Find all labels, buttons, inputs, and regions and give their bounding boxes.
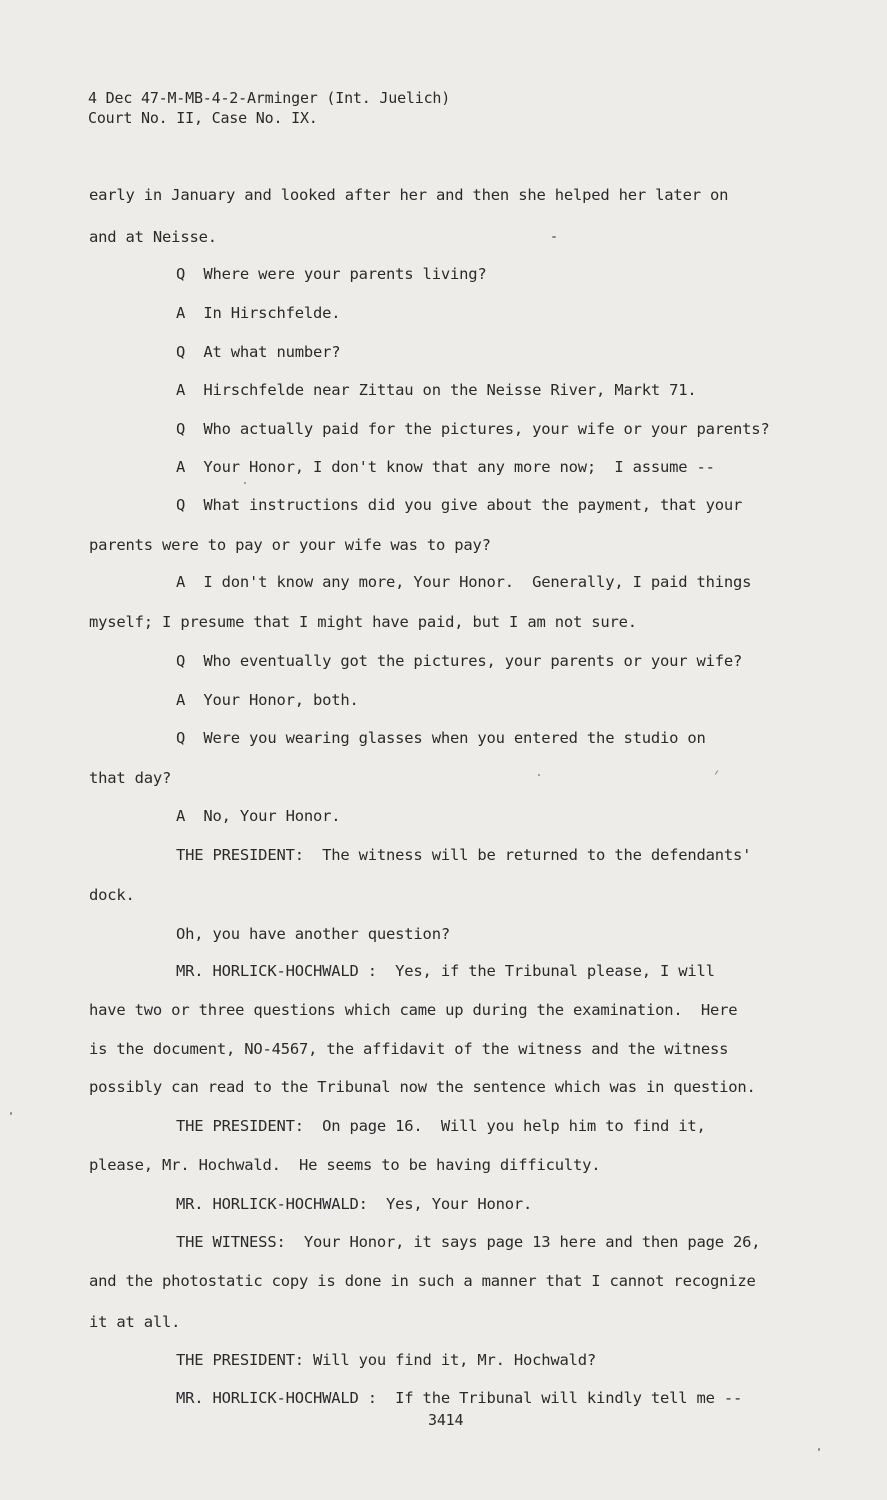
speaker-line: MR. HORLICK-HOCHWALD : Yes, if the Tribunal please, I will xyxy=(176,962,715,980)
speaker-line: MR. HORLICK-HOCHWALD : If the Tribunal will kindly tell me -- xyxy=(176,1389,743,1407)
paper-speck xyxy=(10,1112,12,1115)
paper-speck xyxy=(538,774,540,776)
paper-speck xyxy=(818,1448,820,1451)
answer-line: A I don't know any more, Your Honor. Generally, I paid things xyxy=(176,573,752,591)
question-line: Q Who eventually got the pictures, your parents or your wife? xyxy=(176,652,743,670)
speaker-line: THE WITNESS: Your Honor, it says page 13 here and then page 26, xyxy=(176,1233,761,1251)
text-line: dock. xyxy=(89,886,135,904)
header-reference: 4 Dec 47-M-MB-4-2-Arminger (Int. Juelich) xyxy=(88,89,451,107)
speaker-line: THE PRESIDENT: Will you find it, Mr. Hochwald? xyxy=(176,1351,597,1369)
paper-speck xyxy=(244,482,246,484)
header-court-case: Court No. II, Case No. IX. xyxy=(88,109,318,127)
question-line: Q Who actually paid for the pictures, your wife or your parents? xyxy=(176,420,770,438)
question-line: Q What instructions did you give about the payment, that your xyxy=(176,496,743,514)
text-line: that day? xyxy=(89,769,172,787)
answer-line: A Hirschfelde near Zittau on the Neisse River, Markt 71. xyxy=(176,381,697,399)
question-line: Q Where were your parents living? xyxy=(176,265,487,283)
answer-line: A In Hirschfelde. xyxy=(176,304,341,322)
question-line: Q Were you wearing glasses when you entered the studio on xyxy=(176,729,706,747)
question-line: Q At what number? xyxy=(176,343,341,361)
text-line: parents were to pay or your wife was to pay? xyxy=(89,536,491,554)
text-line: is the document, NO-4567, the affidavit of the witness and the witness xyxy=(89,1040,729,1058)
text-line: have two or three questions which came up during the examination. Here xyxy=(89,1001,738,1019)
text-line: early in January and looked after her and then she helped her later on xyxy=(89,186,729,204)
speaker-line: THE PRESIDENT: On page 16. Will you help him to find it, xyxy=(176,1117,706,1135)
text-line: and the photostatic copy is done in such a manner that I cannot recognize xyxy=(89,1272,756,1290)
page-number: 3414 xyxy=(428,1411,464,1429)
text-line: Oh, you have another question? xyxy=(176,925,450,943)
text-line: it at all. xyxy=(89,1313,181,1331)
answer-line: A Your Honor, I don't know that any more now; I assume -- xyxy=(176,458,715,476)
speaker-line: MR. HORLICK-HOCHWALD: Yes, Your Honor. xyxy=(176,1195,533,1213)
paper-speck xyxy=(552,236,556,238)
answer-line: A Your Honor, both. xyxy=(176,691,359,709)
text-line: myself; I presume that I might have paid, but I am not sure. xyxy=(89,613,637,631)
paper-speck xyxy=(715,770,719,775)
text-line: and at Neisse. xyxy=(89,228,217,246)
speaker-line: THE PRESIDENT: The witness will be returned to the defendants' xyxy=(176,846,752,864)
text-line: possibly can read to the Tribunal now the sentence which was in question. xyxy=(89,1078,756,1096)
answer-line: A No, Your Honor. xyxy=(176,807,341,825)
text-line: please, Mr. Hochwald. He seems to be having difficulty. xyxy=(89,1156,601,1174)
